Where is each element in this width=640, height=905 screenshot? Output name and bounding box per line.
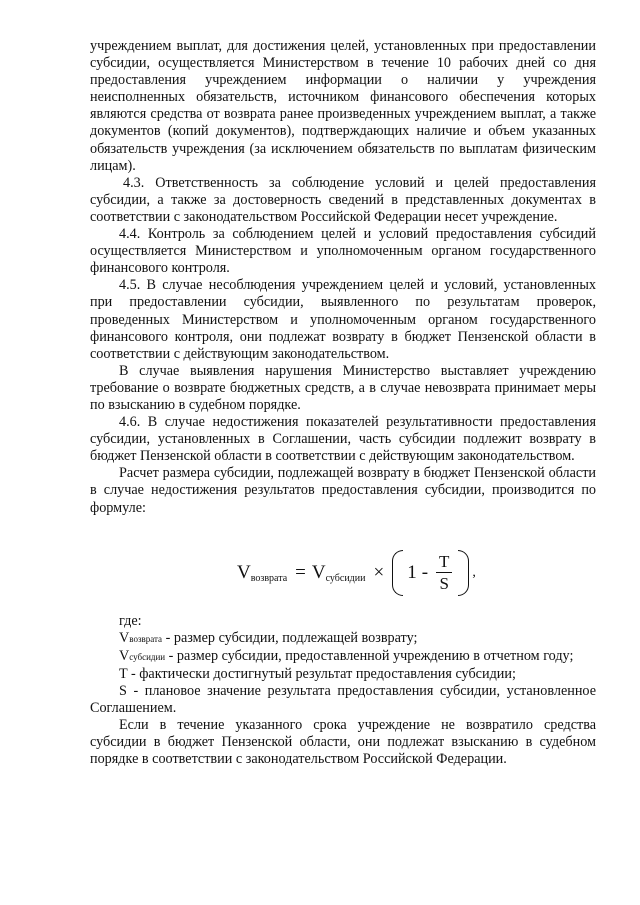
paragraph-continuation: учреждением выплат, для достижения целей, установленных при предоставлении субсидии, осуществляется Министерством в течение 10 рабочих дней со дня предоставления учреждением информации о наличии у учреждения неисполненных обязательств, источником финансового обеспечения которых являются средства от возврата ранее произведенных учреждением выплат, а также документов (копий документов), подтверждающих наличие и объем указанных обязательств учреждения (за исключением обязательств по выплатам физическим лицам). <box>90 38 596 174</box>
document-page <box>90 38 596 768</box>
formula-rhs-subscript: субсидии <box>325 573 366 585</box>
paragraph-4-3: 4.3. Ответственность за соблюдение условий и целей предоставления субсидии, а также за достоверность сведений в представленных документах в соответствии с законодательством Российской Федерации несет учреждение. <box>90 174 596 225</box>
formula-fraction <box>436 552 452 594</box>
definition-v-subsidy-symbol: V <box>119 647 130 664</box>
formula-numerator: T <box>436 552 452 573</box>
definition-v-return-symbol: V <box>119 629 130 646</box>
formula-right-paren <box>458 550 469 596</box>
definition-v-return-subscript: возврата <box>129 633 163 644</box>
formula-lhs-subscript: возврата <box>250 573 288 585</box>
definition-s: S - плановое значение результата предоставления субсидии, установленное Соглашением. <box>90 683 596 717</box>
formula-lhs-symbol: V <box>237 562 251 584</box>
definition-t: T - фактически достигнутый результат предоставления субсидии; <box>119 665 516 682</box>
paragraph-4-5-violation: В случае выявления нарушения Министерство выставляет учреждению требование о возврате бюджетных средств, а в случае невозврата принимает меры по взысканию в судебном порядке. <box>90 362 596 413</box>
paragraph-where: где: <box>119 612 142 629</box>
definition-v-subsidy-text: - размер субсидии, предоставленной учреждению в отчетном году; <box>165 647 574 664</box>
formula-equals: = <box>295 562 306 584</box>
formula-one: 1 <box>407 562 417 584</box>
definition-v-subsidy <box>90 648 596 666</box>
formula-minus: - <box>421 562 429 584</box>
formula-times: × <box>373 562 385 584</box>
refund-formula <box>90 517 596 613</box>
definition-v-return-text: - размер субсидии, подлежащей возврату; <box>162 629 418 646</box>
formula-denominator: S <box>439 573 449 593</box>
formula-left-paren <box>392 550 403 596</box>
paragraph-calculation: Расчет размера субсидии, подлежащей возврату в бюджет Пензенской области в случае недостижения результатов предоставления субсидии, производится по формуле: <box>90 465 596 516</box>
paragraph-4-4: 4.4. Контроль за соблюдением целей и условий предоставления субсидий осуществляется Министерством и уполномоченным органом государственного финансового контроля. <box>90 226 596 277</box>
definition-v-return <box>90 630 596 648</box>
paragraph-final: Если в течение указанного срока учреждение не возвратило средства субсидии в бюджет Пензенской области, они подлежат взысканию в судебном порядке в соответствии с законодательством Российской Федерации. <box>90 717 596 768</box>
definition-v-subsidy-subscript: субсидии <box>129 651 166 662</box>
paragraph-4-5: 4.5. В случае несоблюдения учреждением целей и условий, установленных при предоставлении субсидии, выявленного по результатам проверок, проведенных Министерством и уполномоченным органом государственного финансового контроля, они подлежат возврату в бюджет Пензенской области в соответствии с действующим законодательством. <box>90 277 596 362</box>
formula-comma: , <box>472 565 476 581</box>
paragraph-4-6: 4.6. В случае недостижения показателей результативности предоставления субсидии, установленных в Соглашении, часть субсидии подлежит возврату в бюджет Пензенской области в соответствии с действующим законодательством. <box>90 414 596 465</box>
formula-rhs-symbol: V <box>311 562 326 584</box>
